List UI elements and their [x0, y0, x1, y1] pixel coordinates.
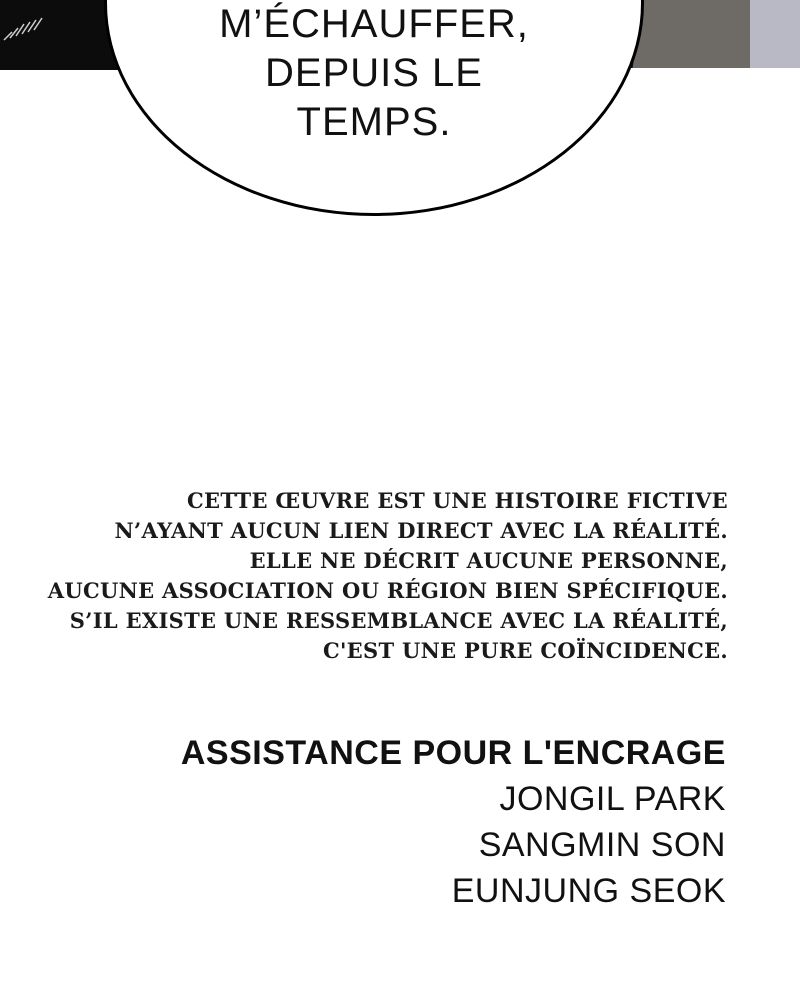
- credits-block: [126, 730, 726, 914]
- disclaimer-line: C'EST UNE PURE COÏNCIDENCE.: [322, 638, 728, 663]
- speech-line: DEPUIS LE: [265, 51, 483, 95]
- speech-line: M’ÉCHAUFFER,: [219, 2, 529, 46]
- panel-art-light-shape: [750, 0, 800, 68]
- disclaimer-line: CETTE ŒUVRE EST UNE HISTOIRE FICTIVE: [187, 488, 728, 513]
- disclaimer-line: N’AYANT AUCUN LIEN DIRECT AVEC LA RÉALITÉ.: [114, 518, 728, 543]
- credits-heading: ASSISTANCE POUR L'ENCRAGE: [180, 734, 726, 772]
- fiction-disclaimer: [28, 486, 728, 666]
- disclaimer-line: AUCUNE ASSOCIATION OU RÉGION BIEN SPÉCIFIQUE.: [47, 578, 728, 603]
- speech-bubble-text: [174, 0, 574, 147]
- disclaimer-line: S’IL EXISTE UNE RESSEMBLANCE AVEC LA RÉALITÉ,: [69, 608, 728, 633]
- credit-name: EUNJUNG SEOK: [451, 872, 726, 910]
- sketch-lines-graphic: [2, 12, 62, 42]
- disclaimer-line: ELLE NE DÉCRIT AUCUNE PERSONNE,: [249, 548, 728, 573]
- speech-line: TEMPS.: [296, 100, 452, 144]
- credit-name: SANGMIN SON: [478, 826, 726, 864]
- credit-name: JONGIL PARK: [499, 780, 726, 818]
